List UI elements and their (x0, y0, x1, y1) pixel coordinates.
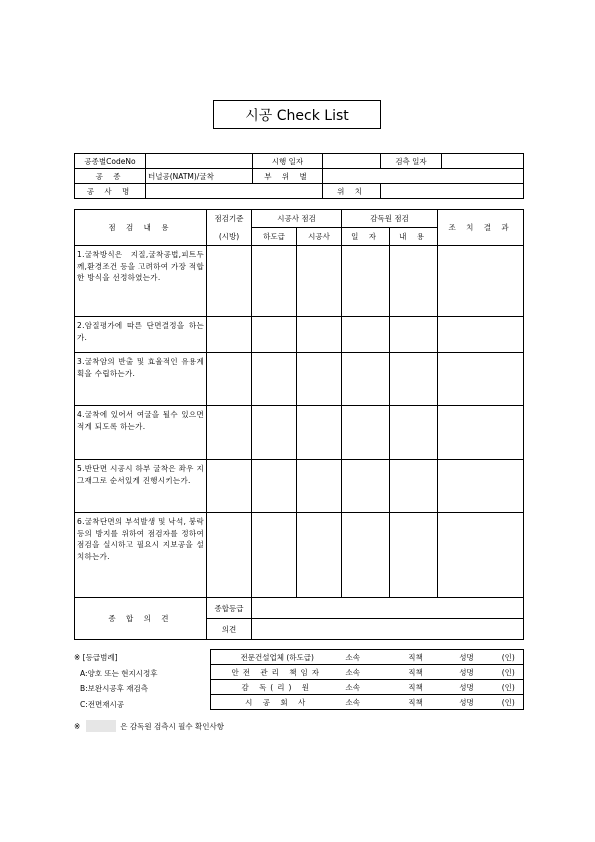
standard-cell[interactable] (207, 246, 252, 317)
check-item-6: 6.굴착단면의 부석발생 및 낙석, 붕락등의 방지를 위하여 점검자를 정하여 점검을 실시하고 필요시 지보공을 설치하는가. (75, 513, 207, 598)
signature-seal[interactable]: (인) (494, 695, 524, 710)
signature-position[interactable]: 직책 (392, 665, 440, 680)
grade-field[interactable] (252, 598, 524, 619)
signature-seal[interactable]: (인) (494, 650, 524, 665)
signature-role: 안전 관리 책임자 (211, 665, 344, 680)
standard-cell[interactable] (207, 353, 252, 406)
date-cell[interactable] (342, 406, 390, 460)
legend-title: ※ [등급범례] (74, 653, 118, 662)
table-row (75, 246, 524, 317)
subcontractor-cell[interactable] (252, 317, 297, 353)
location-label: 위 치 (323, 184, 381, 199)
signature-role: 전문건설업체 (하도급) (211, 650, 344, 665)
work-type-value: 터널공(NATM)/굴착 (146, 169, 253, 184)
subcontractor-cell[interactable] (252, 513, 297, 598)
comment-label: 의견 (207, 619, 252, 640)
standard-cell[interactable] (207, 513, 252, 598)
date-cell[interactable] (342, 317, 390, 353)
content-cell[interactable] (390, 317, 438, 353)
signature-row (211, 650, 524, 665)
table-row (75, 353, 524, 406)
standard-cell[interactable] (207, 317, 252, 353)
header-table (74, 153, 524, 199)
col-standard-sub: (시방) (207, 228, 252, 246)
footnote-mark: ※ (74, 721, 81, 731)
signature-position[interactable]: 직책 (392, 695, 440, 710)
result-cell[interactable] (438, 406, 524, 460)
signature-role: 감 독(리) 원 (211, 680, 344, 695)
signature-seal[interactable]: (인) (494, 680, 524, 695)
content-cell[interactable] (390, 513, 438, 598)
signature-name[interactable]: 성명 (440, 695, 494, 710)
subcontractor-cell[interactable] (252, 353, 297, 406)
signature-affiliation[interactable]: 소속 (344, 695, 392, 710)
document-title: 시공 Check List (213, 100, 381, 129)
col-subcontractor: 하도급 (252, 228, 297, 246)
col-supervisor-group: 감독원 점검 (342, 210, 438, 228)
date-cell[interactable] (342, 246, 390, 317)
col-item-header: 점 검 내 용 (75, 210, 207, 246)
sub-type-label: 부 위 별 (253, 169, 323, 184)
grade-legend (74, 650, 158, 712)
code-label: 공종별CodeNo (75, 154, 146, 169)
contractor-cell[interactable] (297, 317, 342, 353)
project-field[interactable] (146, 184, 323, 199)
result-cell[interactable] (438, 353, 524, 406)
highlight-swatch (86, 720, 116, 732)
subcontractor-cell[interactable] (252, 406, 297, 460)
contractor-cell[interactable] (297, 406, 342, 460)
col-result-header: 조 치 결 과 (438, 210, 524, 246)
standard-cell[interactable] (207, 460, 252, 513)
table-row (75, 317, 524, 353)
contractor-cell[interactable] (297, 513, 342, 598)
check-item-5: 5.반단면 시공시 하부 굴착은 좌우 지그재그로 순서있게 진행시키는가. (75, 460, 207, 513)
signature-position[interactable]: 직책 (392, 680, 440, 695)
contractor-cell[interactable] (297, 353, 342, 406)
legend-a: A:양호 또는 현지시정후 (80, 668, 158, 678)
check-item-1: 1.굴착방식은 지질,굴착공법,피트두께,환경조건 등을 고려하여 가장 적합한 방식을 선정하였는가. (75, 246, 207, 317)
signature-affiliation[interactable]: 소속 (344, 650, 392, 665)
legend-c: C:전면재시공 (80, 699, 124, 709)
contractor-cell[interactable] (297, 460, 342, 513)
result-cell[interactable] (438, 460, 524, 513)
table-row (75, 513, 524, 598)
result-cell[interactable] (438, 246, 524, 317)
inspect-date-field[interactable] (442, 154, 524, 169)
content-cell[interactable] (390, 246, 438, 317)
table-row (75, 406, 524, 460)
check-item-3: 3.굴착암의 반출 및 효율적인 유용계획을 수립하는가. (75, 353, 207, 406)
contractor-cell[interactable] (297, 246, 342, 317)
date-field[interactable] (323, 154, 381, 169)
check-item-4: 4.굴착에 있어서 여굴을 될수 있으면 적게 되도록 하는가. (75, 406, 207, 460)
col-contractor: 시공사 (297, 228, 342, 246)
col-contractor-group: 시공사 점검 (252, 210, 342, 228)
checklist-table (74, 209, 524, 640)
signature-row (211, 665, 524, 680)
location-field[interactable] (381, 184, 524, 199)
signature-role: 시 공 회 사 (211, 695, 344, 710)
result-cell[interactable] (438, 317, 524, 353)
content-cell[interactable] (390, 353, 438, 406)
signature-affiliation[interactable]: 소속 (344, 665, 392, 680)
inspect-date-label: 검측 일자 (381, 154, 442, 169)
signature-affiliation[interactable]: 소속 (344, 680, 392, 695)
table-row (75, 460, 524, 513)
standard-cell[interactable] (207, 406, 252, 460)
col-date: 일 자 (342, 228, 390, 246)
col-standard-header: 점검기준 (207, 210, 252, 228)
signature-name[interactable]: 성명 (440, 680, 494, 695)
signature-seal[interactable]: (인) (494, 665, 524, 680)
subcontractor-cell[interactable] (252, 246, 297, 317)
comment-field[interactable] (252, 619, 524, 640)
project-label: 공 사 명 (75, 184, 146, 199)
work-type-label: 공 종 (75, 169, 146, 184)
subcontractor-cell[interactable] (252, 460, 297, 513)
footnote (74, 720, 224, 732)
signature-row (211, 680, 524, 695)
code-field[interactable] (146, 154, 253, 169)
signature-position[interactable]: 직책 (392, 650, 440, 665)
grade-label: 종합등급 (207, 598, 252, 619)
legend-b: B:보완시공후 재검측 (80, 684, 149, 693)
footnote-text: 은 감독원 검측시 필수 확인사항 (120, 721, 225, 731)
date-label: 시행 일자 (253, 154, 323, 169)
signature-name[interactable]: 성명 (440, 665, 494, 680)
date-cell[interactable] (342, 460, 390, 513)
result-cell[interactable] (438, 513, 524, 598)
signature-table (210, 649, 524, 710)
date-cell[interactable] (342, 513, 390, 598)
content-cell[interactable] (390, 460, 438, 513)
overall-opinion-label: 종 합 의 견 (75, 598, 207, 640)
signature-name[interactable]: 성명 (440, 650, 494, 665)
date-cell[interactable] (342, 353, 390, 406)
sub-type-field[interactable] (323, 169, 524, 184)
col-content: 내 용 (390, 228, 438, 246)
content-cell[interactable] (390, 406, 438, 460)
signature-row (211, 695, 524, 710)
check-item-2: 2.암질평가에 따른 단면결정을 하는가. (75, 317, 207, 353)
